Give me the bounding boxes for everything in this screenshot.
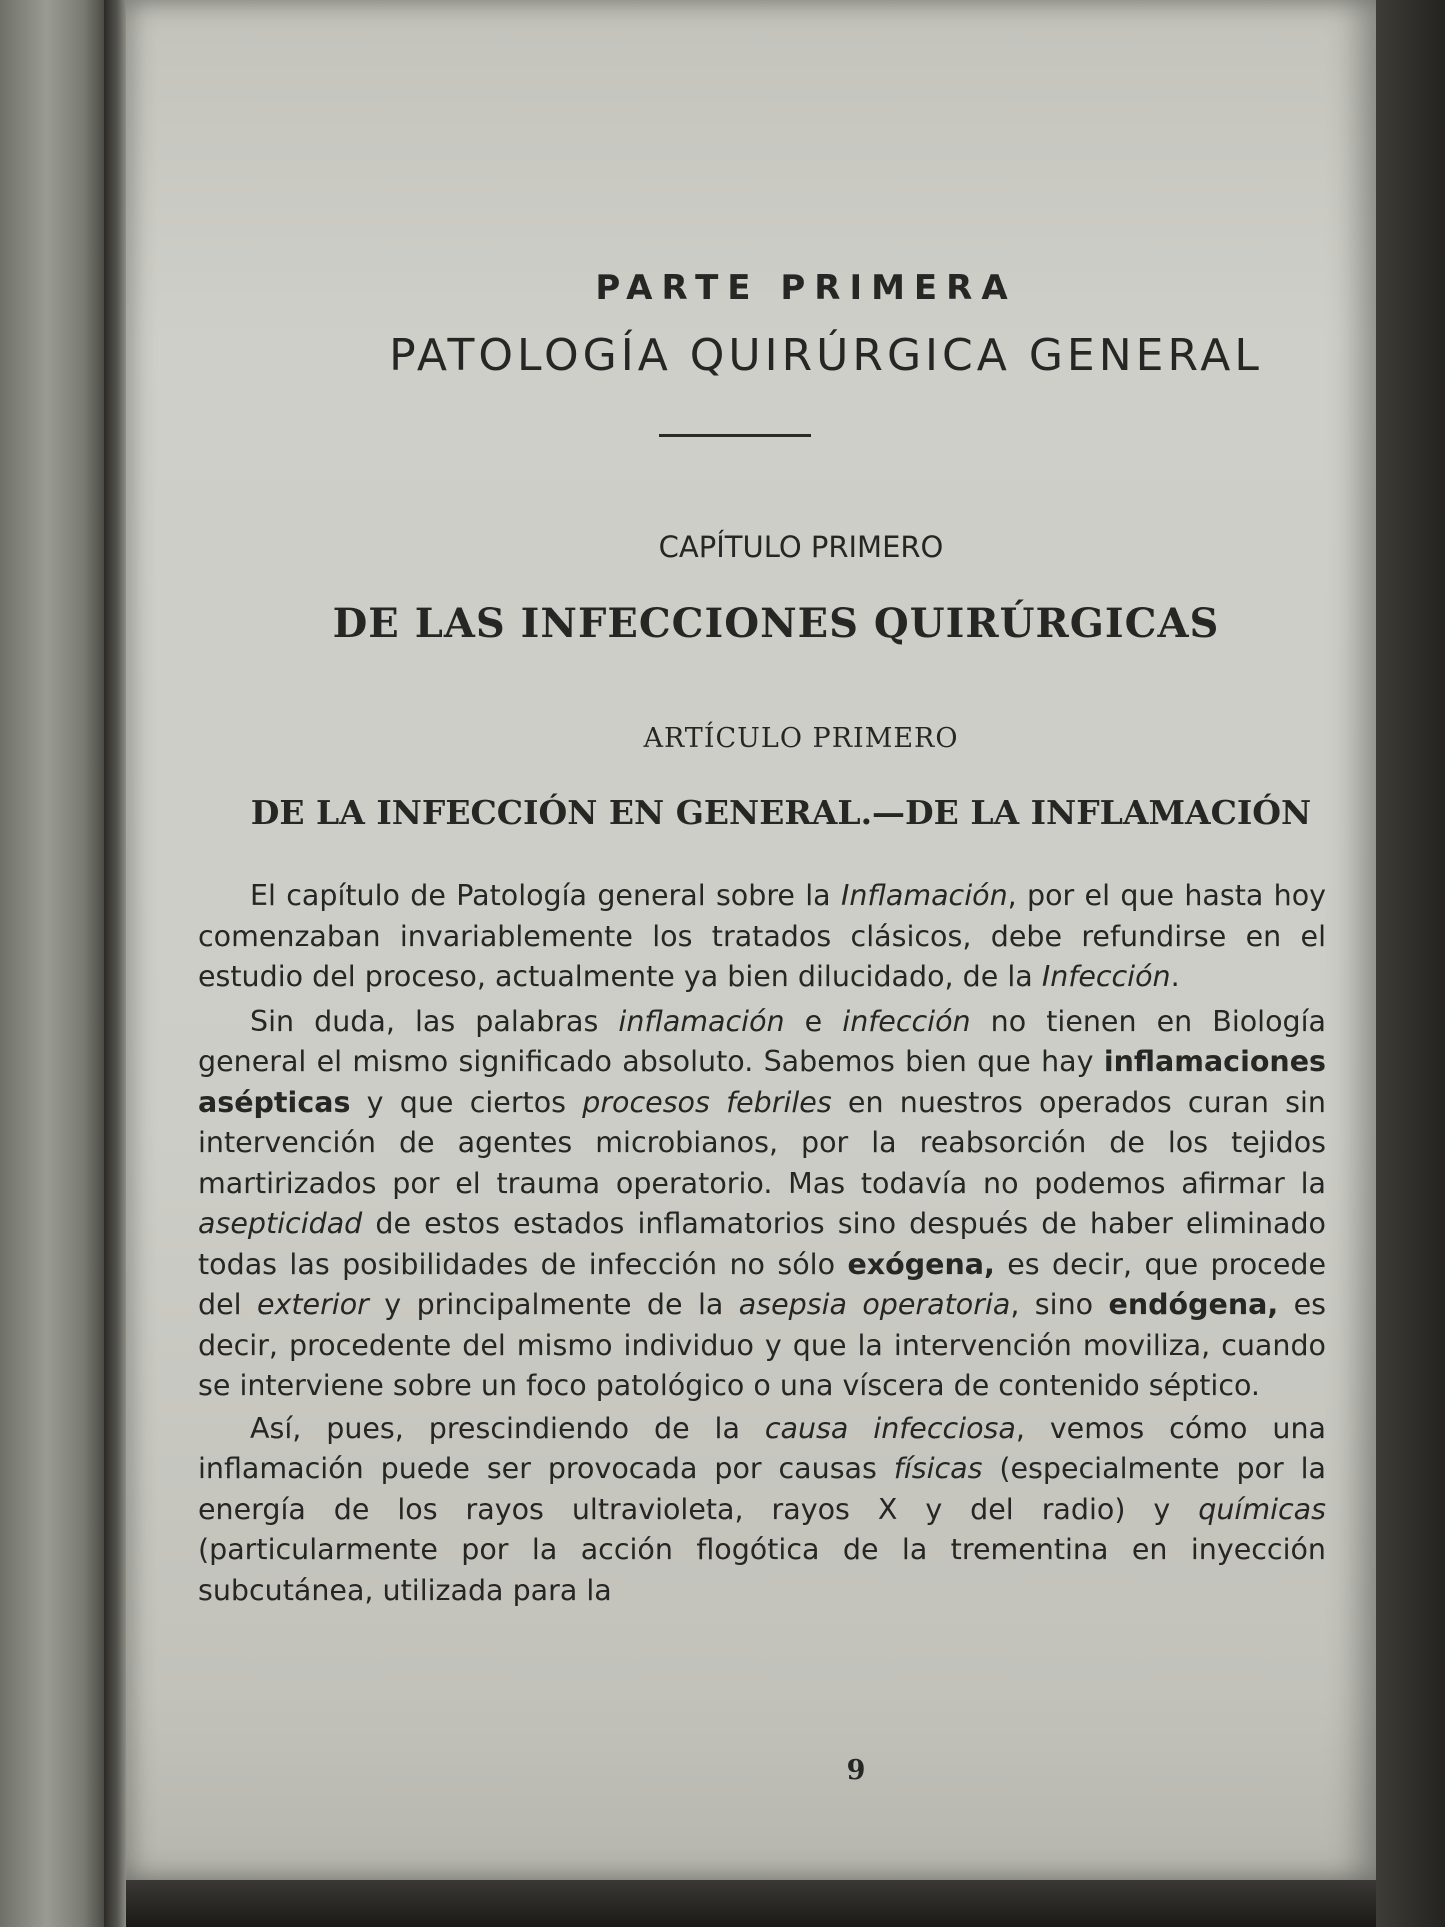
body-text bbox=[198, 876, 1326, 1613]
background-edge bbox=[1376, 0, 1445, 1927]
page-number: 9 bbox=[846, 1755, 866, 1786]
chapter-label: CAPÍTULO PRIMERO bbox=[658, 530, 944, 564]
page-bottom-shadow bbox=[126, 1880, 1376, 1927]
article-title: DE LA INFECCIÓN EN GENERAL.—DE LA INFLAMACIÓN bbox=[250, 793, 1312, 832]
book-gutter bbox=[104, 0, 126, 1927]
article-label: ARTÍCULO PRIMERO bbox=[643, 723, 959, 754]
book-page bbox=[126, 0, 1376, 1880]
paragraph: Sin duda, las palabras inflamación e infección no tienen en Biología general el mismo significado absoluto. Sabemos bien que hay inflamaciones asépticas y que ciertos procesos febriles en nuestros operados curan sin intervención de agentes microbianos, por la reabsorción de los tejidos martirizados por el trauma operatorio. Mas todavía no podemos afirmar la asepticidad de estos estados inflamatorios sino después de haber eliminado todas las posibilidades de infección no sólo exógena, es decir, que procede del exterior y principalmente de la asepsia operatoria, sino endógena, es decir, procedente del mismo individuo y que la intervención moviliza, cuando se interviene sobre un foco patológico o una víscera de contenido séptico. bbox=[198, 1004, 1327, 1402]
chapter-title: DE LAS INFECCIONES QUIRÚRGICAS bbox=[332, 600, 1220, 647]
left-facing-page bbox=[0, 0, 104, 1927]
paragraph: Así, pues, prescindiendo de la causa infecciosa, vemos cómo una inflamación puede ser provocada por causas físicas (especialmente por la energía de los rayos ultravioleta, rayos X y del radio) y químicas (particularmente por la acción flogótica de la trementina en inyección subcutánea, utilizada para la bbox=[198, 1411, 1326, 1607]
part-label: PARTE PRIMERA bbox=[595, 268, 1017, 308]
title-divider bbox=[659, 434, 811, 437]
main-title: PATOLOGÍA QUIRÚRGICA GENERAL bbox=[389, 330, 1263, 381]
paragraph: El capítulo de Patología general sobre la Inflamación, por el que hasta hoy comenzaban invariablemente los tratados clásicos, debe refundirse en el estudio del proceso, actualmente ya bien dilucidado, de la Infección. bbox=[198, 879, 1327, 993]
